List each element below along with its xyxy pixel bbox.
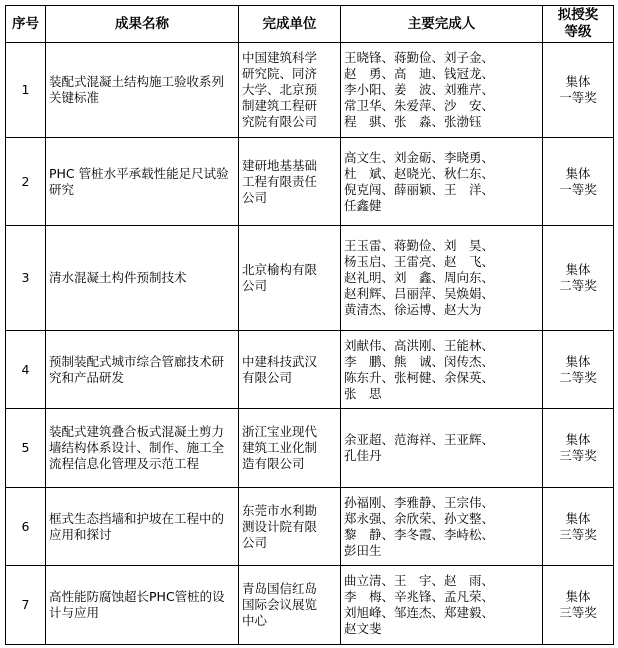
achievement-name: 预制装配式城市综合管廊技术研究和产品研发 xyxy=(49,353,225,385)
people-line: 黎 静、李冬霞、李峙松、 xyxy=(344,526,495,542)
people-line: 赵利辉、吕丽萍、吴焕娟、 xyxy=(344,286,495,301)
name-cell xyxy=(46,226,239,331)
level-line: 集体 xyxy=(565,165,591,181)
people-cell xyxy=(341,409,543,488)
people-line: 杜 斌、赵晓光、秋仁东、 xyxy=(344,165,495,181)
people-cell xyxy=(341,226,543,331)
people-line: 赵礼明、刘 鑫、周向东、 xyxy=(344,270,495,285)
people-line: 李 梅、辛兆锋、孟凡荣、 xyxy=(344,589,495,604)
people-cell xyxy=(341,566,543,645)
header-level xyxy=(543,6,614,43)
people-line: 刘献伟、高洪刚、王能林、 xyxy=(344,337,495,353)
unit-line: 制建筑工程研 xyxy=(242,98,318,113)
header-row xyxy=(6,6,614,43)
level-cell xyxy=(543,488,614,566)
level-line: 三等奖 xyxy=(559,605,597,620)
seq-cell: 6 xyxy=(6,488,46,566)
name-cell xyxy=(46,331,239,409)
level-line: 三等奖 xyxy=(559,448,597,463)
name-cell xyxy=(46,488,239,566)
unit-line: 建研地基基础 xyxy=(242,157,318,173)
unit-cell xyxy=(239,226,341,331)
unit-line: 浙江宝业现代 xyxy=(242,424,318,439)
people-line: 李小阳、姜 波、刘雅芹、 xyxy=(344,82,495,97)
unit-line: 国际会议展览 xyxy=(242,597,318,612)
people-line: 曲立清、王 宇、赵 雨、 xyxy=(344,573,495,588)
people-line: 王玉雷、蒋勤俭、刘 昊、 xyxy=(344,238,495,253)
people-line: 王晓锋、蒋勤俭、刘子金、 xyxy=(344,50,495,65)
header-seq: 序号 xyxy=(6,6,46,43)
achievement-name: 装配式建筑叠合板式混凝土剪力墙结构体系设计、制作、施工全流程信息化管理及示范工程 xyxy=(49,424,225,471)
unit-line: 中心 xyxy=(242,613,268,628)
people-line: 余亚超、范海祥、王亚辉、 xyxy=(344,432,495,447)
header-level-line: 拟授奖 xyxy=(557,7,599,23)
unit-line: 青岛国信红岛 xyxy=(242,581,318,596)
people-line: 张 思 xyxy=(344,385,382,401)
unit-line: 中建科技武汉 xyxy=(242,353,318,369)
unit-line: 大学、北京预 xyxy=(242,82,318,97)
unit-line: 测设计院有限 xyxy=(242,518,318,534)
level-line: 二等奖 xyxy=(559,369,597,385)
people-line: 陈东升、张柯健、余保英、 xyxy=(344,369,495,385)
unit-cell xyxy=(239,331,341,409)
people-line: 程 骐、张 淼、张渤钰 xyxy=(344,114,482,129)
table-row xyxy=(6,488,614,566)
level-line: 集体 xyxy=(565,510,591,526)
achievement-name: 清水混凝土构件预制技术 xyxy=(49,270,187,285)
level-cell xyxy=(543,566,614,645)
people-line: 黄清杰、徐运博、赵大为 xyxy=(344,302,482,317)
level-line: 三等奖 xyxy=(559,526,597,542)
unit-cell xyxy=(239,43,341,138)
level-line: 集体 xyxy=(565,353,591,369)
achievement-name: PHC 管桩水平承载性能足尺试验研究 xyxy=(49,165,229,197)
unit-line: 有限公司 xyxy=(242,369,293,385)
header-level-line: 等级 xyxy=(564,24,592,40)
achievement-name: 装配式混凝土结构施工验收系列关键标准 xyxy=(49,74,225,105)
table-row xyxy=(6,566,614,645)
name-cell xyxy=(46,43,239,138)
header-unit: 完成单位 xyxy=(239,6,341,43)
people-line: 刘旭峰、邹连杰、郑建毅、 xyxy=(344,605,495,620)
people-line: 倪克闯、薛丽颖、王 洋、 xyxy=(344,181,495,197)
level-line: 一等奖 xyxy=(559,90,597,105)
level-line: 集体 xyxy=(565,262,591,277)
people-cell xyxy=(341,43,543,138)
unit-line: 公司 xyxy=(242,534,268,550)
people-line: 李 鹏、熊 诚、闵传杰、 xyxy=(344,353,495,369)
unit-line: 研究院、同济 xyxy=(242,66,318,81)
unit-line: 东莞市水利勘 xyxy=(242,502,318,518)
header-name: 成果名称 xyxy=(46,6,239,43)
table-row xyxy=(6,331,614,409)
seq-cell: 3 xyxy=(6,226,46,331)
table-row xyxy=(6,138,614,226)
level-cell xyxy=(543,138,614,226)
people-line: 赵 勇、高 迪、钱冠龙、 xyxy=(344,66,495,81)
people-line: 彭田生 xyxy=(344,542,382,558)
unit-line: 中国建筑科学 xyxy=(242,50,318,65)
people-line: 高文生、刘金砺、李晓勇、 xyxy=(344,149,495,165)
people-line: 任鑫健 xyxy=(344,197,382,213)
level-line: 二等奖 xyxy=(559,278,597,293)
people-cell xyxy=(341,331,543,409)
unit-line: 工程有限责任 xyxy=(242,173,318,189)
unit-line: 公司 xyxy=(242,189,268,205)
achievement-name: 框式生态挡墙和护坡在工程中的应用和探讨 xyxy=(49,510,225,542)
level-line: 集体 xyxy=(565,432,591,447)
level-line: 集体 xyxy=(565,589,591,604)
table-row xyxy=(6,226,614,331)
name-cell xyxy=(46,409,239,488)
unit-line: 公司 xyxy=(242,278,268,293)
unit-cell xyxy=(239,488,341,566)
unit-line: 建筑工业化制 xyxy=(242,440,318,455)
seq-cell: 2 xyxy=(6,138,46,226)
people-line: 孙福刚、李雅静、王宗伟、 xyxy=(344,494,495,510)
seq-cell: 4 xyxy=(6,331,46,409)
people-cell xyxy=(341,138,543,226)
level-cell xyxy=(543,43,614,138)
unit-line: 造有限公司 xyxy=(242,456,305,471)
seq-cell: 7 xyxy=(6,566,46,645)
level-line: 集体 xyxy=(565,74,591,89)
table-row xyxy=(6,43,614,138)
awards-table xyxy=(5,5,614,645)
unit-line: 北京榆构有限 xyxy=(242,262,318,277)
unit-line: 究院有限公司 xyxy=(242,114,318,129)
level-cell xyxy=(543,331,614,409)
name-cell xyxy=(46,566,239,645)
level-line: 一等奖 xyxy=(559,181,597,197)
unit-cell xyxy=(239,138,341,226)
unit-cell xyxy=(239,409,341,488)
table-row xyxy=(6,409,614,488)
people-line: 杨玉启、王雷亮、赵 飞、 xyxy=(344,254,495,269)
level-cell xyxy=(543,409,614,488)
people-line: 孔佳丹 xyxy=(344,448,382,463)
seq-cell: 1 xyxy=(6,43,46,138)
name-cell xyxy=(46,138,239,226)
level-cell xyxy=(543,226,614,331)
header-people: 主要完成人 xyxy=(341,6,543,43)
unit-cell xyxy=(239,566,341,645)
people-line: 郑永强、余欣荣、孙文整、 xyxy=(344,510,495,526)
achievement-name: 高性能防腐蚀超长PHC管桩的设计与应用 xyxy=(49,589,225,620)
seq-cell: 5 xyxy=(6,409,46,488)
people-line: 赵文斐 xyxy=(344,621,382,636)
people-line: 常卫华、朱爱萍、沙 安、 xyxy=(344,98,495,113)
people-cell xyxy=(341,488,543,566)
